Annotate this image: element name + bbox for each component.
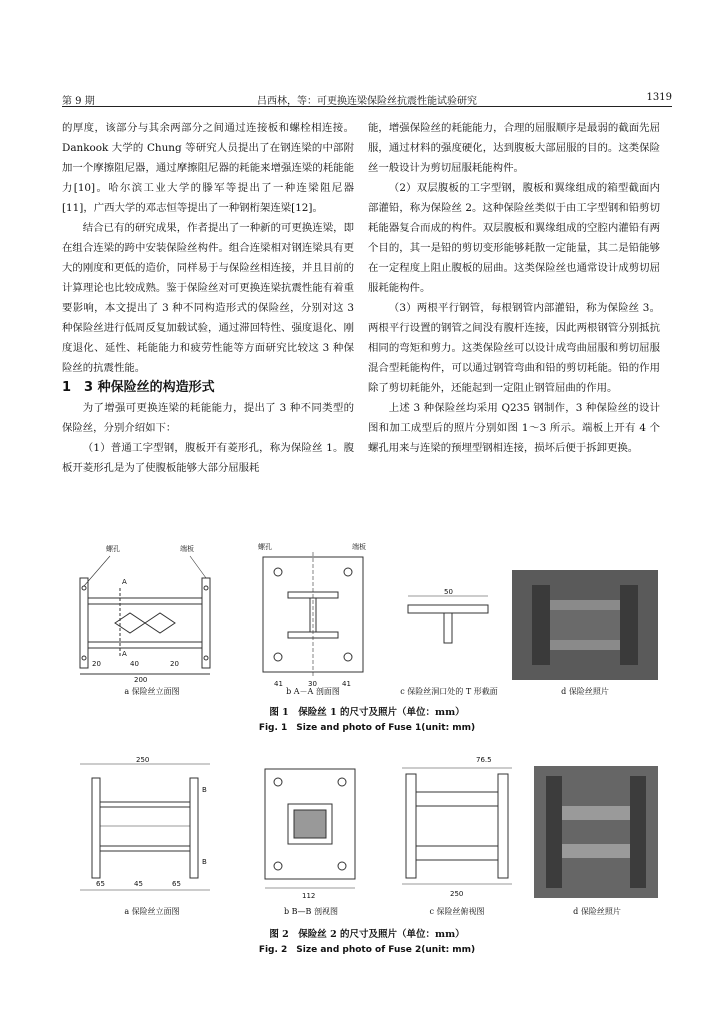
fig1-subcaption-b: b A－A 剖面图: [286, 687, 340, 696]
fig1-photo: [512, 570, 658, 680]
fig1-section-mark-a2: A: [122, 650, 127, 658]
page-number: 1319: [646, 92, 672, 103]
left-paragraph-1: 的厚度，该部分与其余两部分之间通过连接板和螺栓相连接。Dankook 大学的 Chung 等研究人员提出了在钢连梁的中部附加一个摩擦阻尼器，通过摩擦阻尼器的耗能来增强连梁的耗能能力[10]。哈尔滨工业大学的滕军等提出了一种连梁阻尼器[11]，广西大学的邓志恒等提出了一种钢桁架连梁[12]。: [62, 122, 354, 214]
fig2-dim-a3: 65: [172, 880, 181, 888]
fig2-dim-a-top: 250: [136, 756, 150, 764]
issue-number: 第 9 期: [62, 96, 95, 107]
figure-2: [62, 742, 672, 920]
fig1-dim-b1: 41: [274, 680, 283, 688]
right-paragraph-4: 上述 3 种保险丝均采用 Q235 钢制作，3 种保险丝的设计图和加工成型后的照片分别如图 1～3 所示。端板上开有 4 个螺孔用来与连梁的预埋型钢相连接，损坏后便于拆卸更换。: [368, 402, 660, 454]
left-paragraph-2: 结合已有的研究成果，作者提出了一种新的可更换连梁，即在组合连梁的跨中安装保险丝构件。组合连梁相对钢连梁具有更大的刚度和更低的造价，同样易于与保险丝相连接，并且目前的计算理论也比较成熟。鉴于保险丝对可更换连梁抗震性能有着重要影响，本文提出了 3 种不同构造形式的保险丝，分别对这 3 种保险丝进行低周反复加载试验，通过滞回特性、强度退化、刚度退化、延性、耗能能力和疲劳性能等方面研究比较这 3 种保险丝的抗震性能。: [62, 222, 354, 374]
right-paragraph-2: （2）双层腹板的工字型钢，腹板和翼缘组成的箱型截面内部灌铅，称为保险丝 2。这种保险丝类似于由工字型钢和铅剪切耗能器复合而成的构件。双层腹板和翼缘组成的空腔内灌铅有两个目的，其一是铅的剪切变形能够耗散一定能量，其二是铅能够在一定程度上阻止腹板的屈曲。这类保险丝也通常设计成剪切屈服耗能构件。: [368, 182, 660, 294]
fig1-label-bolt-hole-b: 螺孔: [258, 543, 272, 551]
fig2-dim-c2: 250: [450, 890, 464, 898]
left-paragraph-4: （1）普通工字型钢，腹板开有菱形孔，称为保险丝 1。腹板开菱形孔是为了使腹板能够大部分屈服耗: [62, 442, 354, 474]
running-header: [62, 92, 672, 107]
fig2-section-mark-b1: B: [202, 786, 207, 794]
left-paragraph-3: 为了增强可更换连梁的耗能能力，提出了 3 种不同类型的保险丝，分别介绍如下：: [62, 402, 354, 434]
running-title: 吕西林，等：可更换连梁保险丝抗震性能试验研究: [257, 96, 477, 107]
fig1-dim-b2: 30: [308, 680, 317, 688]
fig1-caption-cn: 图 1 保险丝 1 的尺寸及照片（单位：mm）: [269, 707, 465, 718]
fig1-dim-b3: 41: [342, 680, 351, 688]
fig1-t-section-drawing: [398, 590, 498, 650]
fig1-dim-a1: 20: [92, 660, 101, 668]
right-paragraph-1: 能，增强保险丝的耗能能力，合理的屈服顺序是最弱的截面先屈服，通过材料的强度硬化，达到腹板大部屈服的目的。这类保险丝一般设计为剪切屈服耗能构件。: [368, 122, 660, 174]
fig1-subcaption-c: c 保险丝洞口处的 T 形截面: [400, 687, 498, 696]
fig1-dim-a3: 20: [170, 660, 179, 668]
fig2-caption-cn: 图 2 保险丝 2 的尺寸及照片（单位：mm）: [269, 929, 465, 940]
fig2-photo: [534, 766, 658, 898]
fig2-caption-en: Fig. 2 Size and photo of Fuse 2(unit: mm): [258, 945, 476, 955]
fig2-section-bb-drawing: [260, 764, 360, 894]
left-column: [62, 118, 354, 478]
fig1-section-mark-a1: A: [122, 578, 127, 586]
figure-1: [62, 540, 672, 700]
fig1-subcaption-a: a 保险丝立面图: [124, 687, 180, 696]
fig1-label-bolt-hole: 螺孔: [106, 545, 120, 553]
fig1-caption-en: Fig. 1 Size and photo of Fuse 1(unit: mm): [258, 723, 476, 733]
fig1-dim-a4: 200: [134, 676, 148, 684]
fig2-dim-a2: 45: [134, 880, 143, 888]
fig1-label-end-plate: 端板: [180, 545, 194, 553]
right-paragraph-3: （3）两根平行钢管，每根钢管内部灌铅，称为保险丝 3。两根平行设置的钢管之间没有腹杆连接，因此两根钢管分别抵抗相同的弯矩和剪力。这类保险丝可以设计成弯曲屈服和剪切屈服混合型耗能构件，可以通过钢管弯曲和铅的剪切耗能。铅的作用除了剪切耗能外，还能起到一定阻止钢管屈曲的作用。: [368, 302, 660, 394]
fig1-subcaption-d: d 保险丝照片: [561, 687, 609, 696]
fig2-section-mark-b2: B: [202, 858, 207, 866]
fig1-dim-a2: 40: [130, 660, 139, 668]
fig2-elevation-drawing: [70, 758, 220, 898]
fig1-label-end-plate-b: 端板: [352, 543, 366, 551]
fig2-dim-c1: 76.5: [476, 756, 492, 764]
fig1-dim-c: 50: [444, 588, 453, 596]
fig2-top-view-drawing: [392, 764, 522, 889]
fig2-subcaption-d: d 保险丝照片: [573, 907, 621, 916]
right-column: [368, 118, 660, 458]
section-heading: 1 3 种保险丝的构造形式: [62, 380, 215, 395]
fig2-subcaption-c: c 保险丝俯视图: [429, 907, 485, 916]
fig1-elevation-drawing: [70, 548, 220, 678]
fig2-subcaption-b: b B—B 剖视图: [284, 907, 338, 916]
fig2-dim-b1: 112: [302, 892, 316, 900]
fig1-section-aa-drawing: [258, 552, 368, 677]
fig2-dim-a1: 65: [96, 880, 105, 888]
fig2-subcaption-a: a 保险丝立面图: [124, 907, 180, 916]
